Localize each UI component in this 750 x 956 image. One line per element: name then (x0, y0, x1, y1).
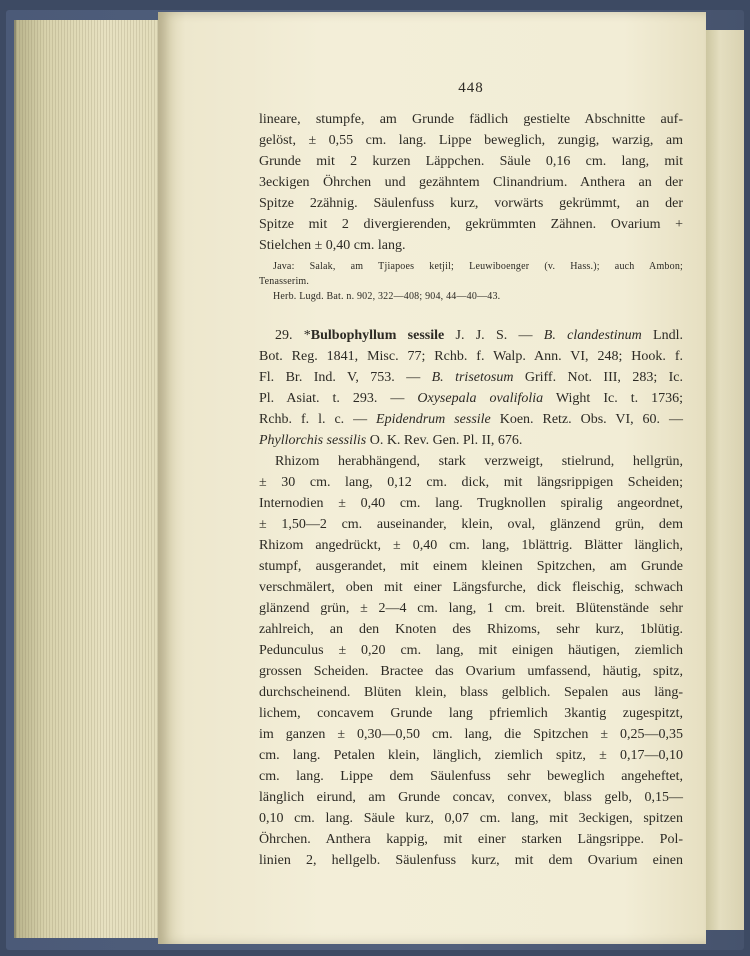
synonym-name: B. clandestinum (543, 328, 642, 343)
text-line: gelöst, ± 0,55 cm. lang. Lippe beweglich, zungig, warzig, am (259, 133, 683, 148)
description-line: lichem, concavem Grunde lang pfriemlich 3kantig zugespitzt, (259, 706, 683, 721)
citation-text: Fl. Br. Ind. V, 753. — (259, 370, 432, 385)
species-number: 29. * (275, 328, 311, 343)
description-line: zahlreich, an den Knoten des Rhizoms, sehr kurz, 1blütig. (259, 622, 683, 637)
locality-line: Java: Salak, am Tjiapoes ketjil; Leuwiboenger (v. Hass.); auch Ambon; (273, 261, 683, 272)
citation-text: Lndl. (641, 328, 683, 343)
citation-text: O. K. Rev. Gen. Pl. II, 676. (366, 433, 523, 448)
description-line: verschmälert, oben mit einer Längsfurche, dick fleischig, schwach (259, 580, 683, 595)
description-line: glänzend grün, ± 2—4 cm. lang, 1 cm. breit. Blütenstände sehr (259, 601, 683, 616)
synonym-name: Oxysepala ovalifolia (417, 391, 544, 406)
description-line: Rhizom angedrückt, ± 0,40 cm. lang, 1blättrig. Blätter länglich, (259, 538, 683, 553)
text-line: Grunde mit 2 kurzen Läppchen. Säule 0,16 cm. lang, mit (259, 154, 683, 169)
facing-page-edge (704, 30, 744, 930)
description-line: ± 1,50—2 cm. auseinander, klein, oval, glänzend grün, dem (259, 517, 683, 532)
citation-line (259, 369, 683, 386)
text-line: lineare, stumpfe, am Grunde fädlich gestielte Abschnitte auf- (259, 112, 683, 127)
citation-line (259, 411, 683, 428)
description-line: im ganzen ± 0,30—0,50 cm. lang, die Spitzchen ± 0,25—0,35 (259, 727, 683, 742)
text-line: Stielchen ± 0,40 cm. lang. (259, 238, 406, 253)
page-edges (14, 20, 166, 938)
synonym-name: Epidendrum sessile (376, 412, 491, 427)
text-line: Spitze mit 2 divergierenden, gekrümmten Zähnen. Ovarium + (259, 217, 683, 232)
citation-text: Rchb. f. l. c. — (259, 412, 377, 427)
description-line: länglich eirund, am Grunde concav, convex, blass gelb, 0,15— (259, 790, 683, 805)
description-line: durchscheinend. Blüten klein, blass gelblich. Sepalen aus läng- (259, 685, 683, 700)
herbarium-line: Herb. Lugd. Bat. n. 902, 322—408; 904, 44—40—43. (273, 291, 501, 302)
citation-line (259, 432, 683, 449)
description-line: ± 30 cm. lang, 0,12 cm. dick, mit längsrippigen Scheiden; (259, 475, 683, 490)
description-line: cm. lang. Petalen klein, länglich, ziemlich spitz, ± 0,17—0,10 (259, 748, 683, 763)
description-line: Rhizom herabhängend, stark verzweigt, stielrund, hellgrün, (275, 454, 683, 469)
citation-text: J. J. S. — (444, 328, 544, 343)
synonym-name: Phyllorchis sessilis (259, 433, 367, 448)
description-line: stumpf, ausgerandet, mit einem kleinen Spitzchen, am Grunde (259, 559, 683, 574)
citation-text: Wight Ic. t. 1736; (543, 391, 683, 406)
description-line: Pedunculus ± 0,20 cm. lang, mit einigen häutigen, ziemlich (259, 643, 683, 658)
description-line: 0,10 cm. lang. Säule kurz, 0,07 cm. lang, mit 3eckigen, spitzen (259, 811, 683, 826)
description-line: grossen Scheiden. Bractee das Ovarium umfassend, häutig, spitz, (259, 664, 683, 679)
locality-line: Tenasserim. (259, 276, 310, 287)
citation-text: Griff. Not. III, 283; Ic. (513, 370, 683, 385)
citation-line: Bot. Reg. 1841, Misc. 77; Rchb. f. Walp. Ann. VI, 248; Hook. f. (259, 349, 683, 364)
text-line: 3eckigen Öhrchen und gezähntem Clinandrium. Anthera an der (259, 175, 683, 190)
description-line: Internodien ± 0,40 cm. lang. Trugknollen spiralig angeordnet, (259, 496, 683, 511)
citation-line (259, 390, 683, 407)
species-heading (259, 327, 683, 344)
description-line: cm. lang. Lippe dem Säulenfuss sehr beweglich angeheftet, (259, 769, 683, 784)
citation-text: Koen. Retz. Obs. VI, 60. — (490, 412, 683, 427)
synonym-name: B. trisetosum (431, 370, 514, 385)
species-name: Bulbophyllum sessile (310, 328, 445, 343)
citation-text: Pl. Asiat. t. 293. — (259, 391, 418, 406)
text-line: Spitze 2zähnig. Säulenfuss kurz, vorwärts gekrümmt, an der (259, 196, 683, 211)
description-line: linien 2, hellgelb. Säulenfuss kurz, mit dem Ovarium einen (259, 853, 683, 868)
page-number: 448 (458, 80, 484, 96)
description-line: Öhrchen. Anthera kappig, mit einer starken Längsrippe. Pol- (259, 832, 683, 847)
